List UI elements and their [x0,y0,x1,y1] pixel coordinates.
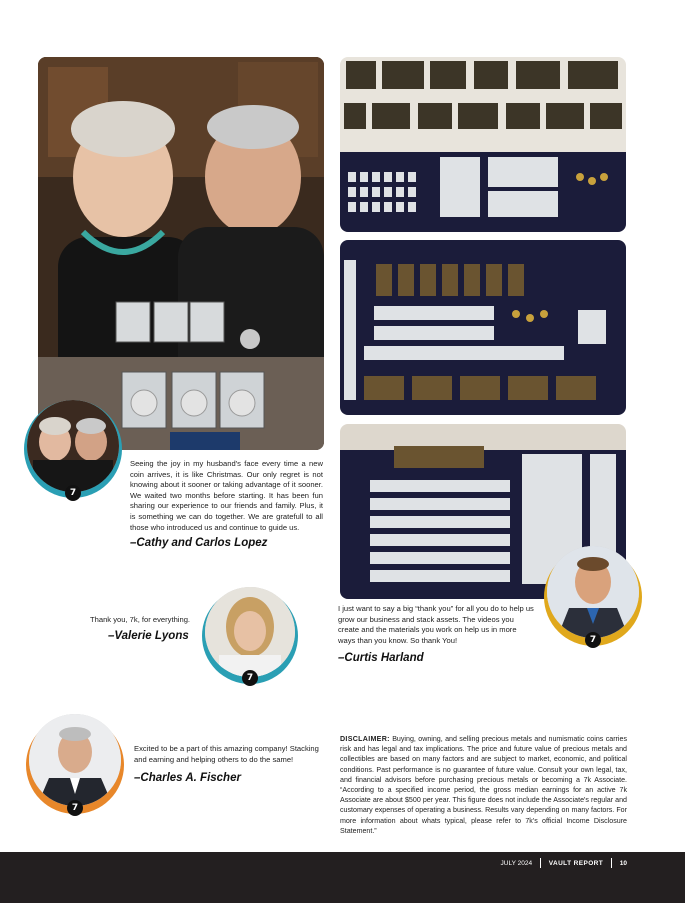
fischer-quote: Excited to be a part of this amazing company! Stacking and earning and helping others to do the same! [134,744,319,764]
disclaimer-text: Buying, owning, and selling precious metals and numismatic coins carries risk and has legal and tax implications. The price and future value of precious metals and collectibles are based on many factors and are subject to market, economic, and political conditions. Past performance is no guarantee of future value. Consult your own legal, tax, and financial advisors before purchasing precious metals or becoming a 7k Associate. “According to a specified income period, the gross median earnings for an active 7k Associate are about $500 per year. This figure does not include the Associate's regular and customary expenses of operating a business. Results vary depending on many factors. For more information about whats typical, please refer to 7k's official Income Disclosure Statement.” [340,735,627,835]
lopez-quote: Seeing the joy in my husband's face every time a new coin arrives, it is like Christmas. Our only regret is not knowing about it sooner or taking advantage of it sooner. We waited two months before starting. It has been fun sharing our experience to our friends and family. Plus, it is something we can do together. We are gratefull to all those who introduced us and continue to guide us. [130,459,323,532]
lyons-7k-badge: 7 [242,670,258,686]
harland-quote: I just want to say a big “thank you” for all you do to help us grow our business and stack assets. The videos you create and the materials you work on help us in more ways than you know. So thank You! [338,604,534,645]
lyons-quote: Thank you, 7k, for everything. [90,615,191,624]
footer-meta [501,858,627,868]
fischer-name: –Charles A. Fischer [134,772,241,784]
lopez-name: –Cathy and Carlos Lopez [130,537,268,549]
page-number: 10 [619,859,627,867]
lyons-name: –Valerie Lyons [108,630,189,642]
disclaimer [340,734,627,836]
harland-name: –Curtis Harland [338,652,424,664]
footer-date: JULY 2024 [500,859,533,867]
fischer-7k-badge: 7 [67,800,83,816]
lopez-7k-badge: 7 [65,485,81,501]
couple-photo [38,57,324,450]
harland-7k-badge: 7 [585,632,601,648]
collection-photo-1 [340,57,626,232]
fischer-avatar [29,714,121,806]
footer-report-title: VAULT REPORT [548,859,604,867]
footer-divider [611,858,612,868]
lopez-avatar [27,400,119,492]
lyons-avatar [205,587,295,677]
disclaimer-label: DISCLAIMER: [340,735,390,743]
harland-avatar [547,546,639,638]
footer-divider [540,858,541,868]
page-footer [0,852,685,903]
collection-photo-2 [340,240,626,415]
